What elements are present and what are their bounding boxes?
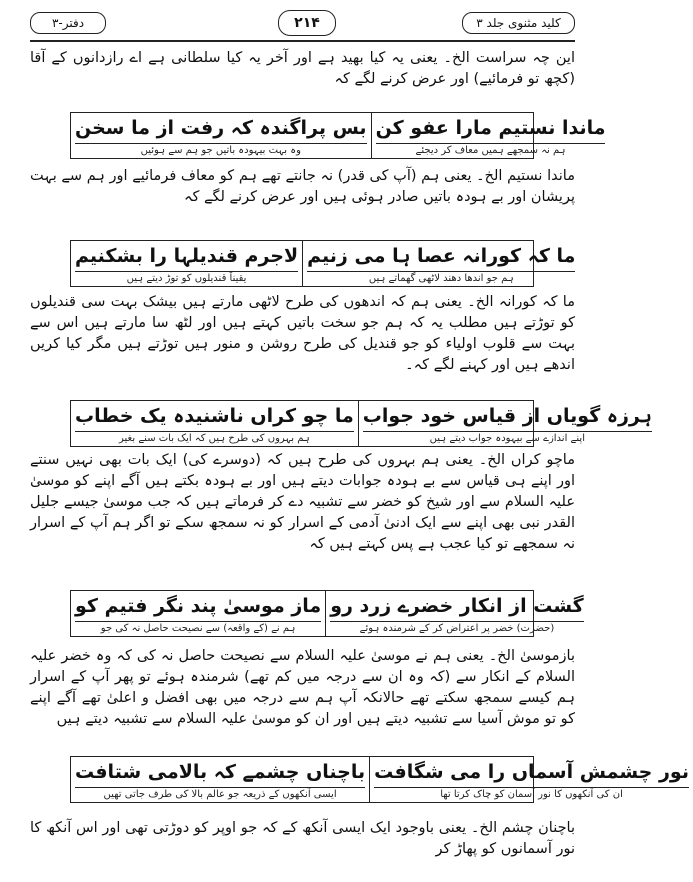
verse-translation: وہ بہت بیہودہ باتیں جو ہم سے ہوئیں <box>140 145 301 156</box>
verse-line: باچناں چشمے کہ بالامی شتافت <box>75 757 365 788</box>
paragraph: ما کہ کورانہ الخ۔ یعنی ہم کہ اندھوں کی طرح لاٹھی مارتے ہیں بیشک بہت سی قندیلوں کو توڑتے ہیں مطلب یہ کہ ہم جو سخت باتیں کہتے ہیں اور لٹھ سا مارتے ہیں اس سے بہت سے قلوب اولیاء کو جو قندیل کی طرح روشن و منور ہیں توڑتے ہیں مگر کیا کریں اندھے ہیں اور کہنے لگے کہ۔ <box>30 294 575 373</box>
verse-line: لاجرم قندیلہا را بشکنیم <box>75 241 298 272</box>
verse-line: بس پراگندہ کہ رفت از ما سخن <box>75 113 367 144</box>
verse-line: ماندا نستیم مارا عفو کن <box>376 113 606 144</box>
verse-line: ما چو کراں ناشنیدہ یک خطاب <box>75 401 354 432</box>
verse-left-half <box>358 401 656 446</box>
verse-translation: ہم نے (کے واقعہ) سے نصیحت حاصل نہ کی جو <box>100 623 296 634</box>
page-number: ۲۱۴ <box>278 10 336 36</box>
volume-section-label: دفتر-۳ <box>30 12 106 34</box>
verse-translation: یقیناً قندیلوں کو توڑ دیتے ہیں <box>126 273 247 284</box>
verse-right-half <box>71 113 371 158</box>
verse-translation: ہم بہروں کی طرح ہیں کہ ایک بات سنے بغیر <box>119 433 310 444</box>
paragraph: باچنان چشم الخ۔ یعنی باوجود ایک ایسی آنکھ کے کہ جو اوپر کو دوڑتی تھی اور اس آنکھ کا نور آسمانوں کو پھاڑ کر <box>30 820 575 857</box>
paragraph: بازموسیٰ الخ۔ یعنی ہم نے موسیٰ علیہ السلام سے نصیحت حاصل نہ کی کہ وہ خضر علیہ السلام کے انکار سے (کہ وہ ان سے درجہ میں کم تھے) شرمندہ ہوئے تو پھر آپ کے اسرار ہم کیسے سمجھ سکتے تھے حالانکہ آپ ہم سے درجہ میں بھی افضل و اعلیٰ تھے آگے اپنے کو تو موش آسیا سے تشبیہ دیتے ہیں اور ان کو موسیٰ علیہ السلام سے تشبیہ دیتے ہیں <box>30 648 575 727</box>
verse-box <box>70 240 576 287</box>
book-title: کلید مثنوی جلد ۳ <box>462 12 575 34</box>
verse-line: گشت از انکار خضرے زرد رو <box>330 591 584 622</box>
verse-left-half <box>325 591 588 636</box>
verse-box <box>70 112 606 159</box>
verse-line: نور چشمش آسماں را می شگافت <box>374 757 689 788</box>
paragraph: ماچو کراں الخ۔ یعنی ہم بہروں کی طرح ہیں کہ (دوسرے کی) ایک بات بھی نہیں سنتے اور اپنے ہی قیاس سے بے ہودہ جوابات دیتے ہیں اور بے ہودہ بکتے ہیں آگے اپنے کو موسیٰ علیہ السلام سے اور شیخ کو خضر سے تشبیہ دے کر فرماتے ہیں کہ جب موسیٰ جیسے جلیل القدر نبی بھی اپنے سے ایک ادنیٰ آدمی کے اسرار کو نہ سمجھ سکے تو اگر ہم آپ کے اسرار نہ سمجھے تو کیا عجب ہے پس کہتے ہیں کہ <box>30 452 575 552</box>
verse-left-half <box>369 757 693 802</box>
verse-left-half <box>302 241 579 286</box>
verse-right-half <box>71 591 325 636</box>
page-header <box>30 8 575 42</box>
verse-box <box>70 756 689 803</box>
verse-translation: ہم نہ سمجھے ہمیں معاف کر دیجئے <box>415 145 566 156</box>
verse-translation: ہم جو اندھا دھند لاٹھی گھماتے ہیں <box>368 273 514 284</box>
paragraph: ماندا نستیم الخ۔ یعنی ہم (آپ کی قدر) نہ جانتے تھے ہم کو معاف فرمائیے اور ہم سے بہت پریشان اور بے ہودہ باتیں صادر ہوئی ہیں اور عرض کرنے لگے کہ <box>30 168 575 205</box>
verse-translation: ایسی آنکھوں کے ذریعہ جو عالم بالا کی طرف جاتی تھیں <box>103 789 337 800</box>
verse-box <box>70 400 652 447</box>
verse-line: ہرزہ گویاں از قیاس خود جواب <box>363 401 652 432</box>
verse-line: ما کہ کورانہ عصا ہا می زنیم <box>307 241 575 272</box>
verse-left-half <box>371 113 610 158</box>
paragraph: این چہ سراست الخ۔ یعنی یہ کیا بھید ہے اور آخر یہ کیا سلطانی ہے اے رازدانوں کے آقا (کچھ تو فرمائیے) اور عرض کرنے لگے کہ <box>30 50 575 87</box>
verse-right-half <box>71 241 302 286</box>
verse-right-half <box>71 401 358 446</box>
verse-right-half <box>71 757 369 802</box>
verse-translation: اپنے اندازے سے بیہودہ جواب دیتے ہیں <box>429 433 585 444</box>
verse-translation: (حضرت) خضر پر اعتراض کر کے شرمندہ ہوئے <box>359 623 555 634</box>
verse-line: ماز موسیٰ پند نگر فتیم کو <box>75 591 321 622</box>
verse-box <box>70 590 584 637</box>
verse-translation: ان کی آنکھوں کا نور آسمان کو چاک کرتا تھا <box>440 789 623 800</box>
